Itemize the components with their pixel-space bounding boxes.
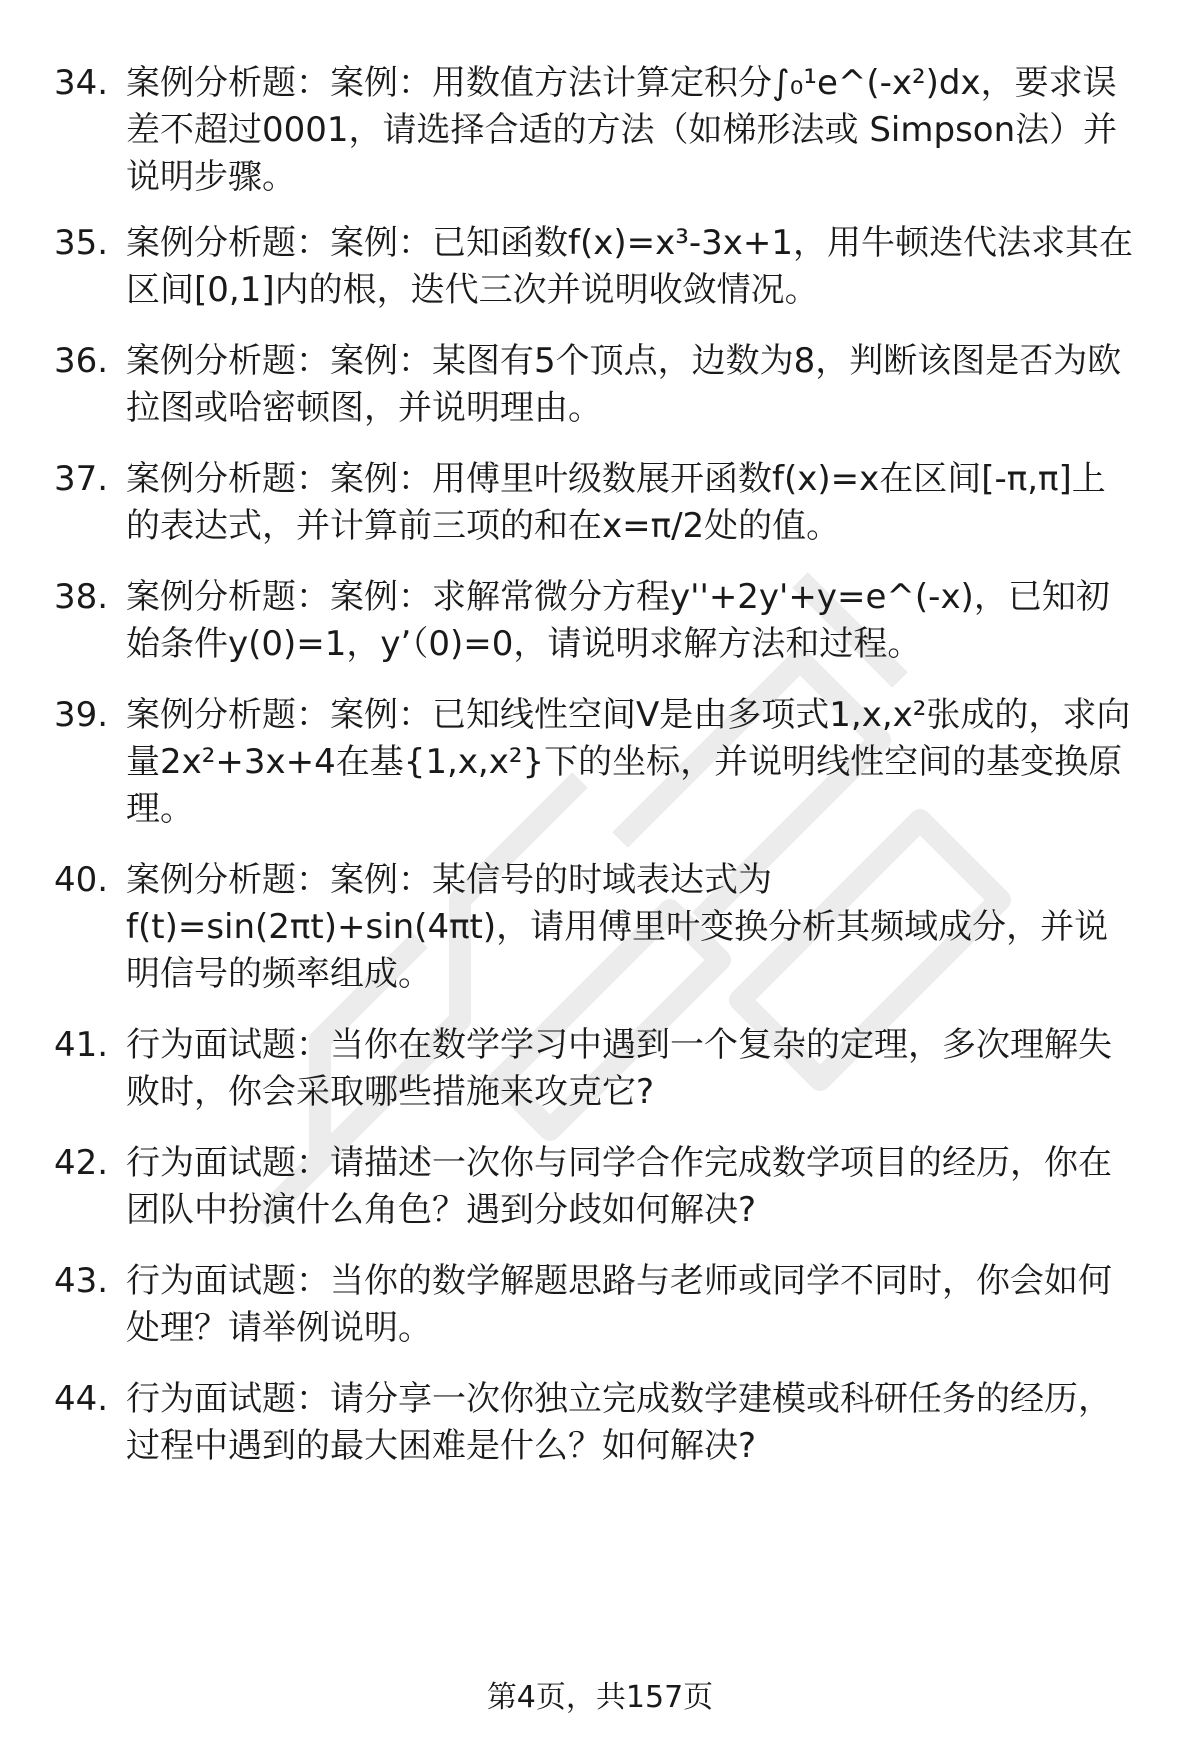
question-item	[54, 456, 1154, 550]
question-list	[54, 60, 1154, 1470]
question-text: 行为面试题：请描述一次你与同学合作完成数学项目的经历，你在团队中扮演什么角色？遇到分歧如何解决?	[126, 1143, 1112, 1230]
question-text: 案例分析题：案例：某信号的时域表达式为f(t)=sin(2πt)+sin(4πt)，请用傅里叶变换分析其频域成分，并说明信号的频率组成。	[126, 860, 1109, 994]
page-footer: 第4页，共157页	[486, 1680, 714, 1715]
question-text: 行为面试题：当你在数学学习中遇到一个复杂的定理，多次理解失败时，你会采取哪些措施来攻克它?	[126, 1025, 1112, 1112]
question-text: 行为面试题：当你的数学解题思路与老师或同学不同时，你会如何处理？请举例说明。	[126, 1261, 1112, 1348]
question-number: 35.	[54, 223, 109, 263]
question-number: 34.	[54, 63, 109, 103]
question-number: 39.	[54, 695, 109, 735]
question-number: 42.	[54, 1143, 109, 1183]
question-text: 行为面试题：请分享一次你独立完成数学建模或科研任务的经历，过程中遇到的最大困难是什么？如何解决?	[126, 1379, 1112, 1466]
question-number: 43.	[54, 1261, 109, 1301]
question-number: 37.	[54, 459, 109, 499]
question-text: 案例分析题：案例：已知函数f(x)=x³-3x+1，用牛顿迭代法求其在区间[0,1]内的根，迭代三次并说明收敛情况。	[126, 223, 1133, 310]
question-item	[54, 338, 1154, 432]
question-item	[54, 60, 1154, 201]
question-text: 案例分析题：案例：某图有5个顶点，边数为8，判断该图是否为欧拉图或哈密顿图，并说明理由。	[126, 341, 1122, 428]
question-text: 案例分析题：案例：用数值方法计算定积分∫₀¹e^(-x²)dx，要求误差不超过0001，请选择合适的方法（如梯形法或 Simpson法）并说明步骤。	[126, 63, 1118, 197]
question-number: 44.	[54, 1379, 109, 1419]
question-number: 38.	[54, 577, 109, 617]
question-item	[54, 574, 1154, 668]
question-item	[54, 1022, 1154, 1116]
question-text: 案例分析题：案例：求解常微分方程y''+2y'+y=e^(-x)，已知初始条件y(0)=1，y’（0)=0，请说明求解方法和过程。	[126, 577, 1110, 664]
question-text: 案例分析题：案例：用傅里叶级数展开函数f(x)=x在区间[-π,π]上的表达式，并计算前三项的和在x=π/2处的值。	[126, 459, 1106, 546]
question-item	[54, 1140, 1154, 1234]
question-number: 40.	[54, 860, 109, 900]
question-number: 41.	[54, 1025, 109, 1065]
question-item	[54, 692, 1154, 833]
question-text: 案例分析题：案例：已知线性空间V是由多项式1,x,x²张成的，求向量2x²+3x+4在基{1,x,x²}下的坐标，并说明线性空间的基变换原理。	[126, 695, 1131, 829]
question-item	[54, 1376, 1154, 1470]
question-number: 36.	[54, 341, 109, 381]
question-item	[54, 220, 1154, 314]
question-item	[54, 857, 1154, 998]
question-item	[54, 1258, 1154, 1352]
